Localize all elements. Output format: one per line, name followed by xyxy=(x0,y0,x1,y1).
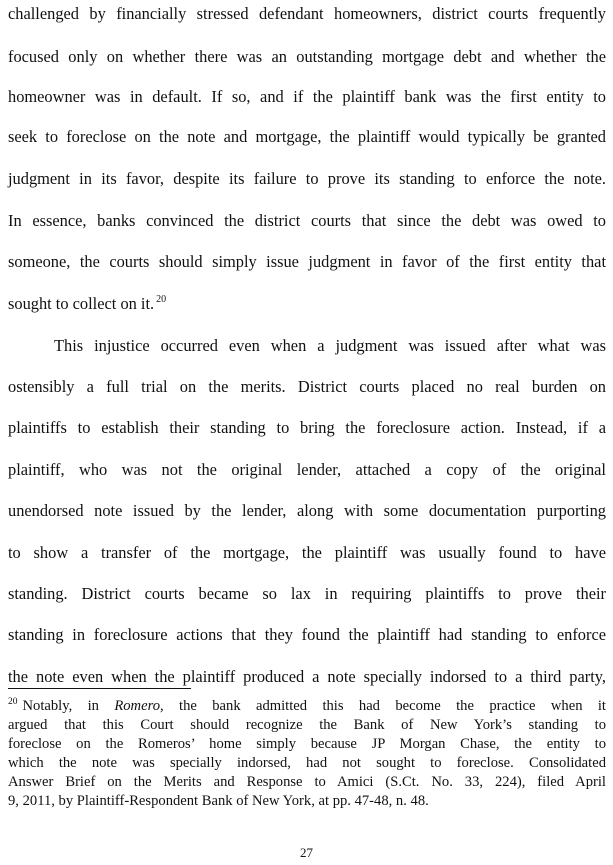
text-line: plaintiff, who was not the original lender, attached a copy of the original xyxy=(8,460,606,479)
footnote-line: which the note was specially indorsed, had not sought to foreclose. Consolidated xyxy=(8,755,606,771)
case-name-italic: Romero, xyxy=(114,698,164,714)
footnote-text: Notably, in xyxy=(22,698,115,714)
footnote-line xyxy=(8,697,606,715)
text-line: In essence, banks convinced the district courts that since the debt was owed to xyxy=(8,211,606,230)
text-line: seek to foreclose on the note and mortgage, the plaintiff would typically be granted xyxy=(8,127,606,146)
text-line: unendorsed note issued by the lender, along with some documentation purporting xyxy=(8,501,606,520)
text-line: challenged by financially stressed defendant homeowners, district courts frequently xyxy=(8,4,606,23)
footnote-line: argued that this Court should recognize the Bank of New York’s standing to xyxy=(8,717,606,733)
text-line: homeowner was in default. If so, and if the plaintiff bank was the first entity to xyxy=(8,87,606,106)
text-line-content: sought to collect on it. xyxy=(8,294,155,313)
text-line: to show a transfer of the mortgage, the plaintiff was usually found to have xyxy=(8,543,606,562)
text-line: focused only on whether there was an outstanding mortgage debt and whether the xyxy=(8,47,606,66)
footnote-line: Answer Brief on the Merits and Response to Amici (S.Ct. No. 33, 224), filed April xyxy=(8,774,606,790)
text-line-last xyxy=(8,294,606,314)
footnote-text: the bank admitted this had become the practice when it xyxy=(163,698,606,714)
text-line: someone, the courts should simply issue judgment in favor of the first entity that xyxy=(8,252,606,271)
footnote-separator xyxy=(8,688,191,689)
footnote-number: 20 xyxy=(8,697,18,707)
footnote-line-last: 9, 2011, by Plaintiff-Respondent Bank of New York, at pp. 47-48, n. 48. xyxy=(8,793,429,809)
footnote-reference[interactable]: 20 xyxy=(156,294,167,305)
footnote-line: foreclose on the Romeros’ home simply because JP Morgan Chase, the entity to xyxy=(8,736,606,752)
text-line: ostensibly a full trial on the merits. District courts placed no real burden on xyxy=(8,377,606,396)
text-line: standing in foreclosure actions that they found the plaintiff had standing to enforce xyxy=(8,625,606,644)
text-line: standing. District courts became so lax in requiring plaintiffs to prove their xyxy=(8,584,606,603)
text-line: the note even when the plaintiff produced a note specially indorsed to a third party, xyxy=(8,667,606,686)
text-line: plaintiffs to establish their standing to bring the foreclosure action. Instead, if a xyxy=(8,418,606,437)
page-number: 27 xyxy=(300,845,313,860)
text-line: judgment in its favor, despite its failure to prove its standing to enforce the note. xyxy=(8,169,606,188)
text-line-indented: This injustice occurred even when a judgment was issued after what was xyxy=(54,336,606,355)
